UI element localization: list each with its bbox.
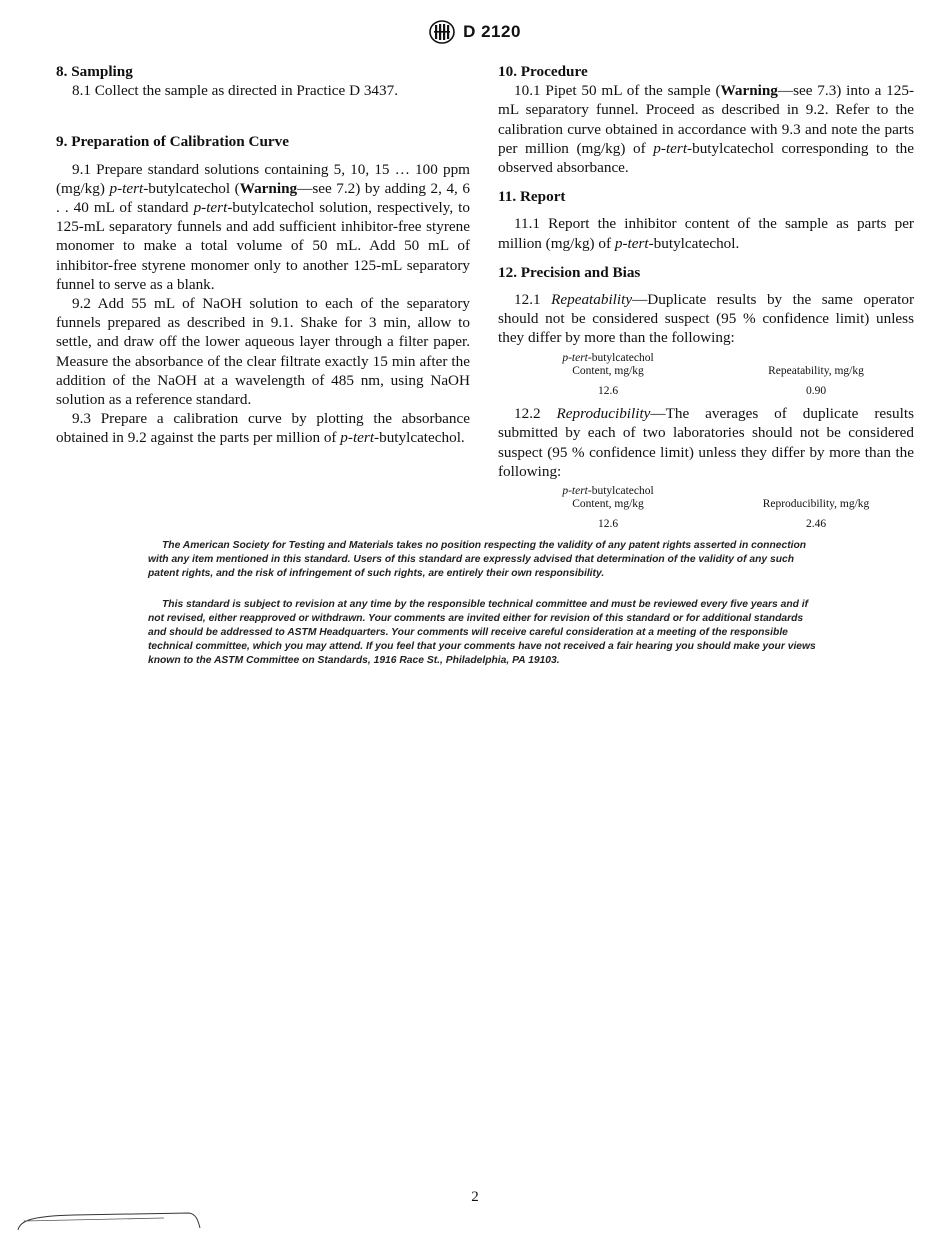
table-cell-repeatability: 0.90 — [805, 384, 827, 397]
page-edge-mark-icon — [14, 1208, 204, 1232]
section-11-title: 11. Report — [498, 188, 566, 206]
page-header — [0, 20, 950, 44]
para-10-1: 10.1 Pipet 50 mL of the sample (Warning—see 7.3) into a 125-mL separatory funnel. Proceed as described in 9.2. Refer to the calibration curve obtained in accordance with 9.3 and note the parts per million (mg/kg) of p-tert-butylcatechol corresponding to the observed absorbance. — [498, 82, 915, 177]
page-number: 2 — [471, 1189, 479, 1205]
document-number: D 2120 — [463, 22, 521, 41]
para-9-2: 9.2 Add 55 mL of NaOH solution to each of the separatory funnels prepared as described in 9.1. Shake for 3 min, allow to settle, and draw off the lower aqueous layer through a filter paper. Measure the absorbance of the clear filtrate exactly 15 min after the addition of the NaOH at a wavelength of 485 nm, using NaOH solution as a reference standard. — [56, 295, 470, 409]
para-9-3: 9.3 Prepare a calibration curve by plotting the absorbance obtained in 9.2 against the parts per million of p-tert-butylcatechol. — [56, 410, 470, 447]
para-12-1: 12.1 Repeatability—Duplicate results by the same operator should not be considered suspect (95 % confidence limit) unless they differ by more than the following: — [498, 291, 915, 347]
table-cell-reproducibility: 2.46 — [805, 517, 827, 530]
table-header-content: p-tert-butylcatechol Content, mg/kg — [562, 484, 654, 511]
table-cell-content: 12.6 — [597, 384, 619, 397]
table-cell-content: 12.6 — [597, 517, 619, 530]
section-8-title: 8. Sampling — [56, 63, 133, 80]
para-12-2: 12.2 Reproducibility—The averages of duplicate results submitted by each of two laboratories should not be considered suspect (95 % confidence limit) unless they differ by more than the following: — [498, 405, 914, 480]
repeatability-table — [498, 352, 914, 399]
revision-note: This standard is subject to revision at any time by the responsible technical committee and must be reviewed every five years and if not revised, either reapproved or withdrawn. Your comments are invited either for revision of this standard or for additional standards and should be addressed to ASTM Headquarters. Your comments will receive careful consideration at a meeting of the responsible technical committee, which you may attend. If you feel that your comments have not received a fair hearing you should make your views known to the ASTM Committee on Standards, 1916 Race St., Philadelphia, PA 19103. — [148, 599, 816, 666]
section-12-title: 12. Precision and Bias — [498, 263, 641, 281]
astm-logo-icon — [429, 20, 455, 44]
table-header-reproducibility: Reproducibility, mg/kg — [762, 498, 870, 511]
patent-note: The American Society for Testing and Materials takes no position respecting the validity of any patent rights asserted in connection with any item mentioned in this standard. Users of this standard are expressly advised that determination of the validity of any such patent rights, and the risk of infringement of such rights, are entirely their own responsibility. — [148, 540, 807, 579]
para-9-1: 9.1 Prepare standard solutions containing 5, 10, 15 … 100 ppm (mg/kg) p-tert-butylcatechol (Warning—see 7.2) by adding 2, 4, 6 . . 40 mL of standard p-tert-butylcatechol solution, respectively, to 125-mL separatory funnels and add sufficient inhibitor-free styrene monomer to make a total volume of 50 mL. Add 50 mL of inhibitor-free styrene monomer only to another 125-mL separatory funnel to serve as a blank. — [56, 160, 470, 293]
right-column — [498, 62, 914, 537]
section-9-title: 9. Preparation of Calibration Curve — [56, 133, 289, 151]
section-10-title: 10. Procedure — [498, 63, 588, 80]
reproducibility-table — [498, 485, 914, 532]
footer-notes — [148, 539, 820, 667]
table-header-repeatability: Repeatability, mg/kg — [768, 365, 864, 378]
para-11-1: 11.1 Report the inhibitor content of the sample as parts per million (mg/kg) of p-tert-butylcatechol. — [498, 215, 914, 252]
table-header-content: p-tert-butylcatechol Content, mg/kg — [562, 351, 654, 378]
left-column — [56, 62, 470, 448]
para-8-1: 8.1 Collect the sample as directed in Practice D 3437. — [72, 82, 399, 100]
